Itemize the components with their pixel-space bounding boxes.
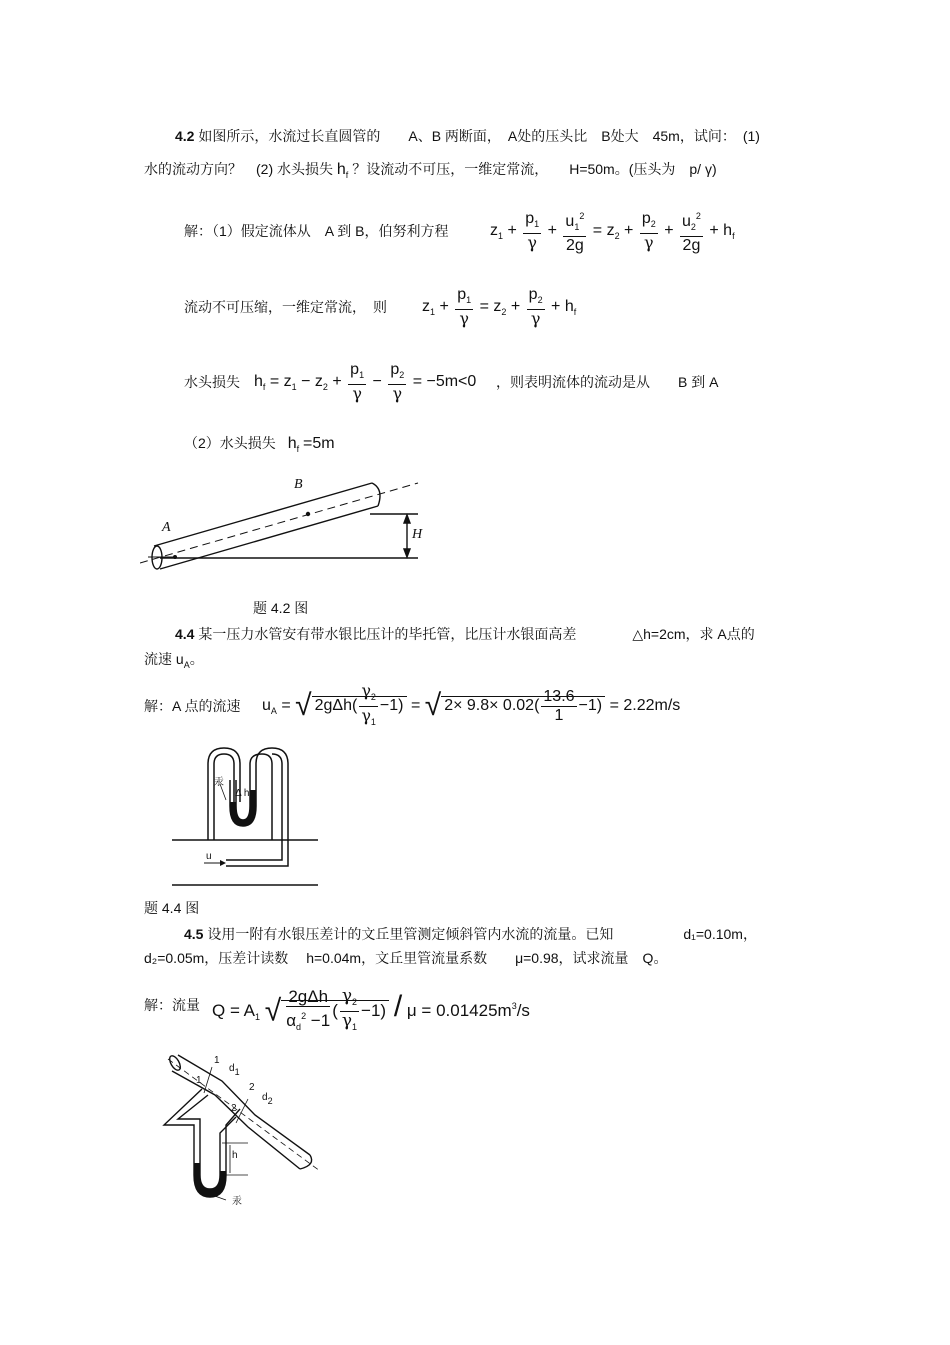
problem-4-4-line2: 流速 $u_A$。	[144, 651, 204, 670]
solution-text: ，则表明流体的流动是从 B 到 A	[496, 374, 719, 390]
problem-number: 4.4	[175, 626, 195, 642]
problem-number: 4.2	[175, 128, 195, 144]
solution-4-2-line1	[184, 222, 448, 240]
figure-label-delta-h: Δ h	[235, 788, 250, 799]
figure-label-A: A	[162, 520, 171, 535]
solution-text: 水头损失	[184, 374, 240, 390]
figure-4-4-caption: 题 4.4 图	[144, 900, 200, 916]
simplified-equation: $z_1$ + $\frac{p_1}{\gamma}$ = $z_2$ + $\frac{p_2}{\gamma}$ + $h_f$	[422, 285, 577, 328]
ratio-denominator: 1	[554, 706, 564, 724]
problem-4-2-line1	[175, 127, 760, 145]
figure-label-2b: 2	[231, 1103, 237, 1114]
figure-label-d2: d2	[262, 1092, 273, 1106]
velocity-result: = 2.22m/s	[609, 697, 681, 715]
flow-result: = 0.01425m	[421, 1001, 512, 1020]
solution-text: 解：（1）假定流体从 A 到 B，伯努利方程	[184, 223, 449, 239]
flow-equation: $Q = A_1$ √ $\frac{\text{2gΔh}}{\alpha_d^2 -1}$ ( $\frac{\gamma_2}{\gamma_1}$ $-1) / \mu = 0.01425m^3/s$	[212, 986, 530, 1033]
figure-4-5-venturi	[160, 1045, 330, 1215]
figure-label-B: B	[294, 477, 303, 492]
problem-text: 设用一附有水银压差计的文丘里管测定倾斜管内水流的流量。已知 d₁=0.10m，	[207, 926, 757, 942]
problem-4-2-line2	[144, 160, 717, 184]
figure-label-mercury: 汞	[232, 1196, 242, 1207]
solution-4-2-line2	[184, 298, 387, 316]
problem-text: 某一压力水管安有带水银比压计的毕托管，比压计水银面高差 △h=2cm，求 A点的	[198, 626, 755, 642]
problem-text: ？设流动不可压，一维定常流， H=50m。(压头为 p/ γ)	[352, 161, 717, 177]
figure-label-H: H	[412, 527, 423, 542]
numeric-expr: 2× 9.8× 0.02(	[444, 697, 540, 715]
problem-4-4-line1	[175, 625, 755, 643]
figure-label-1a: 1	[214, 1055, 220, 1066]
solution-4-2-line4	[184, 434, 335, 458]
solution-text: （2）水头损失	[184, 435, 276, 451]
solution-text: 解：流量	[144, 997, 200, 1013]
head-loss-equation: $h_f = z_1 - z_2$ + $\frac{p_1}{\gamma}$ − $\frac{p_2}{\gamma}$ = −5m<0	[254, 360, 477, 403]
problem-text: 流速 u	[144, 651, 184, 667]
hf-symbol: $h_f$	[336, 161, 349, 180]
problem-text: d₂=0.05m，压差计读数 h=0.04m，文丘里管流量系数 μ=0.98，试求流量 Q。	[144, 950, 668, 966]
hf-symbol: $h_f$	[287, 435, 300, 454]
figure-label-u: u	[206, 851, 212, 862]
figure-4-2-pipe	[140, 465, 440, 595]
ratio-numerator: 13.6	[543, 687, 575, 705]
problem-number: 4.5	[184, 926, 204, 942]
figure-4-2-caption: 题 4.2 图	[253, 600, 309, 616]
solution-text: 流动不可压缩，一维定常流， 则	[184, 299, 387, 315]
neg-value: = −5m<0	[412, 373, 477, 390]
solution-4-2-line3	[184, 373, 240, 391]
solution-4-2-line3b	[496, 373, 718, 391]
figure-label-mercury: 汞	[214, 777, 224, 788]
solution-text: 解：A 点的流速	[144, 698, 241, 714]
figure-4-4-pitot	[168, 742, 328, 892]
figure-label-1b: 1	[196, 1075, 202, 1086]
bernoulli-equation: $z_1$ + $\frac{p_1}{\gamma}$ + $\frac{u_1^2}{2g}$ = $z_2$ + $\frac{p_2}{\gamma}$ + $\frac{u_2^2}{2g}$ + $h_f$	[490, 207, 735, 260]
problem-text: 如图所示，水流过长直圆管的 A、B 两断面， A处的压头比 B处大 45m，试问： (1)	[198, 128, 760, 144]
hf-value: =5m	[303, 435, 335, 452]
figure-label-d1: d1	[229, 1063, 240, 1077]
solution-4-4-label	[144, 697, 240, 715]
problem-4-5-line2	[144, 949, 667, 967]
flow-unit: /s	[516, 1001, 530, 1020]
velocity-equation: $u_A$ = √ 2gΔh( $\frac{\gamma_2}{\gamma_1}$ −1) = √ 2× 9.8× 0.02( $\frac{13.6}{1}$ −1) = 2.22m/s	[262, 680, 681, 727]
solution-4-5-label	[144, 996, 200, 1014]
figure-label-h: h	[232, 1150, 238, 1161]
problem-4-5-line1	[184, 925, 757, 943]
problem-text: 水的流动方向？ (2) 水头损失	[144, 161, 333, 177]
figure-label-2a: 2	[249, 1082, 255, 1093]
